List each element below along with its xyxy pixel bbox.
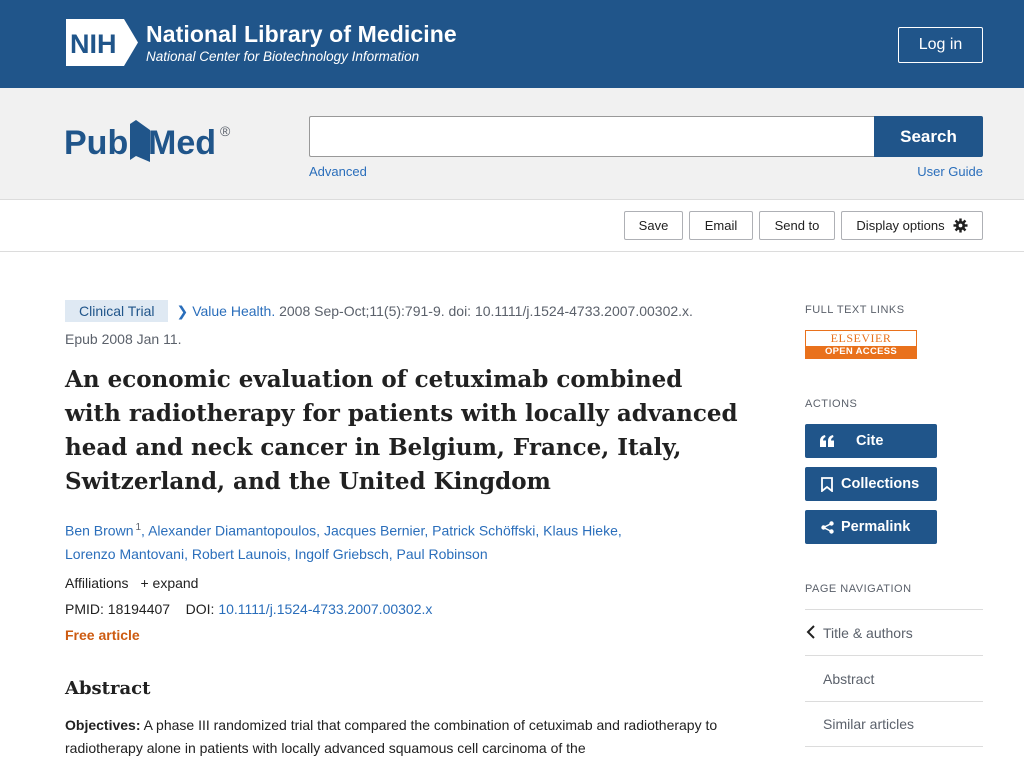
full-text-links-label: FULL TEXT LINKS — [805, 304, 905, 316]
author-link[interactable]: Lorenzo Mantovani — [65, 545, 185, 562]
cite-button[interactable] — [805, 424, 937, 458]
svg-text:Med: Med — [148, 124, 216, 162]
citation-text: 2008 Sep-Oct;11(5):791-9. doi: 10.1111/j.1524-4733.2007.00302.x. — [275, 303, 693, 319]
author-link[interactable]: Patrick Schöffski — [432, 522, 536, 539]
clinical-trial-badge[interactable]: Clinical Trial — [65, 300, 168, 322]
abstract-lead: Objectives: — [65, 717, 141, 733]
elsevier-open-access-link[interactable] — [805, 330, 917, 359]
user-guide-link[interactable]: User Guide — [917, 164, 983, 179]
nav-item-label: Similar articles — [823, 716, 915, 732]
abstract-text — [65, 714, 745, 760]
pmid-value: 18194407 — [107, 601, 171, 617]
cite-label: Cite — [856, 433, 884, 449]
chevron-left-icon — [806, 623, 816, 641]
bookmark-icon — [813, 477, 841, 492]
svg-text:NIH: NIH — [70, 29, 117, 59]
expand-toggle[interactable] — [140, 575, 198, 591]
abstract-heading: Abstract — [65, 678, 151, 699]
affiliation-number[interactable]: 1 — [135, 522, 142, 533]
quote-icon — [813, 435, 841, 447]
share-icon — [813, 521, 841, 534]
author-link[interactable]: Ingolf Griebsch — [294, 545, 389, 562]
author-link[interactable]: Robert Launois — [191, 545, 287, 562]
gear-icon — [953, 218, 968, 233]
page-navigation-label: PAGE NAVIGATION — [805, 583, 912, 595]
collections-label: Collections — [841, 476, 920, 492]
pmid-label: PMID: — [65, 601, 104, 617]
search-band — [0, 88, 1024, 200]
svg-text:Pub: Pub — [64, 124, 129, 162]
author-list: Ben Brown $^1$, Alexander Diamantopoulos, Jacques Bernier, Patrick Schöffski, Klaus Hieke, Lorenzo Mantovani, Robert Launois, Ingolf Griebsch, Paul Robinson — [65, 522, 622, 562]
nih-title[interactable]: National Library of Medicine — [146, 21, 457, 47]
article-title: An economic evaluation of cetuximab combined with radiotherapy for patients with locally advanced head and neck cancer in Belgium, France, Italy, Switzerland, and the United Kingdom — [65, 366, 738, 495]
identifiers-row — [65, 601, 432, 617]
collections-button[interactable] — [805, 467, 937, 501]
nav-item-label: Abstract — [823, 670, 875, 687]
abstract-body: A phase III randomized trial that compared the combination of cetuximab and radiotherapy to radiotherapy alone in patients with locally advanced squamous cell carcinoma of the — [65, 717, 718, 756]
search-input[interactable] — [309, 116, 875, 157]
login-button[interactable]: Log in — [898, 27, 983, 63]
doi-label: DOI: — [185, 601, 215, 617]
nih-logo[interactable] — [66, 19, 138, 66]
open-access-text: OPEN ACCESS — [806, 346, 916, 358]
author-link[interactable]: Ben Brown — [65, 522, 134, 539]
nav-item-similar-articles[interactable] — [805, 701, 983, 747]
search-button[interactable]: Search — [874, 116, 983, 157]
doi-link[interactable]: 10.1111/j.1524-4733.2007.00302.x — [218, 601, 433, 617]
nih-subtitle: National Center for Biotechnology Information — [146, 49, 420, 64]
svg-text:®: ® — [220, 123, 231, 139]
email-button[interactable]: Email — [689, 211, 753, 240]
nav-item-title-authors[interactable] — [805, 609, 983, 655]
article-toolbar — [0, 200, 1024, 252]
save-button[interactable]: Save — [624, 211, 683, 240]
author-link[interactable]: Jacques Bernier — [323, 522, 425, 539]
citation-line — [65, 297, 745, 353]
nav-item-label: Title & authors — [823, 624, 913, 641]
author-link[interactable]: Alexander Diamantopoulos — [148, 522, 317, 539]
epub-date: Epub 2008 Jan 11. — [65, 331, 182, 347]
affiliations-row — [65, 575, 198, 591]
pubmed-logo[interactable] — [64, 110, 236, 170]
nih-banner — [0, 0, 1024, 88]
advanced-search-link[interactable]: Advanced — [309, 164, 367, 179]
actions-label: ACTIONS — [805, 398, 858, 410]
display-options-label: Display options — [856, 218, 945, 233]
permalink-button[interactable] — [805, 510, 937, 544]
journal-link[interactable]: Value Health. — [192, 303, 276, 319]
plus-icon: + — [140, 575, 149, 591]
free-article-label: Free article — [65, 627, 140, 643]
expand-label: expand — [152, 575, 199, 591]
author-link[interactable]: Klaus Hieke — [543, 522, 618, 539]
send-to-button[interactable]: Send to — [759, 211, 835, 240]
display-options-button[interactable] — [841, 211, 983, 240]
chevron-right-icon: ❯ — [176, 303, 189, 319]
affiliations-label: Affiliations — [65, 575, 129, 591]
author-link[interactable]: Paul Robinson — [396, 545, 488, 562]
elsevier-logo-text: ELSEVIER — [806, 331, 916, 346]
permalink-label: Permalink — [841, 519, 911, 535]
nav-item-abstract[interactable] — [805, 655, 983, 701]
page-navigation-list — [805, 609, 983, 747]
